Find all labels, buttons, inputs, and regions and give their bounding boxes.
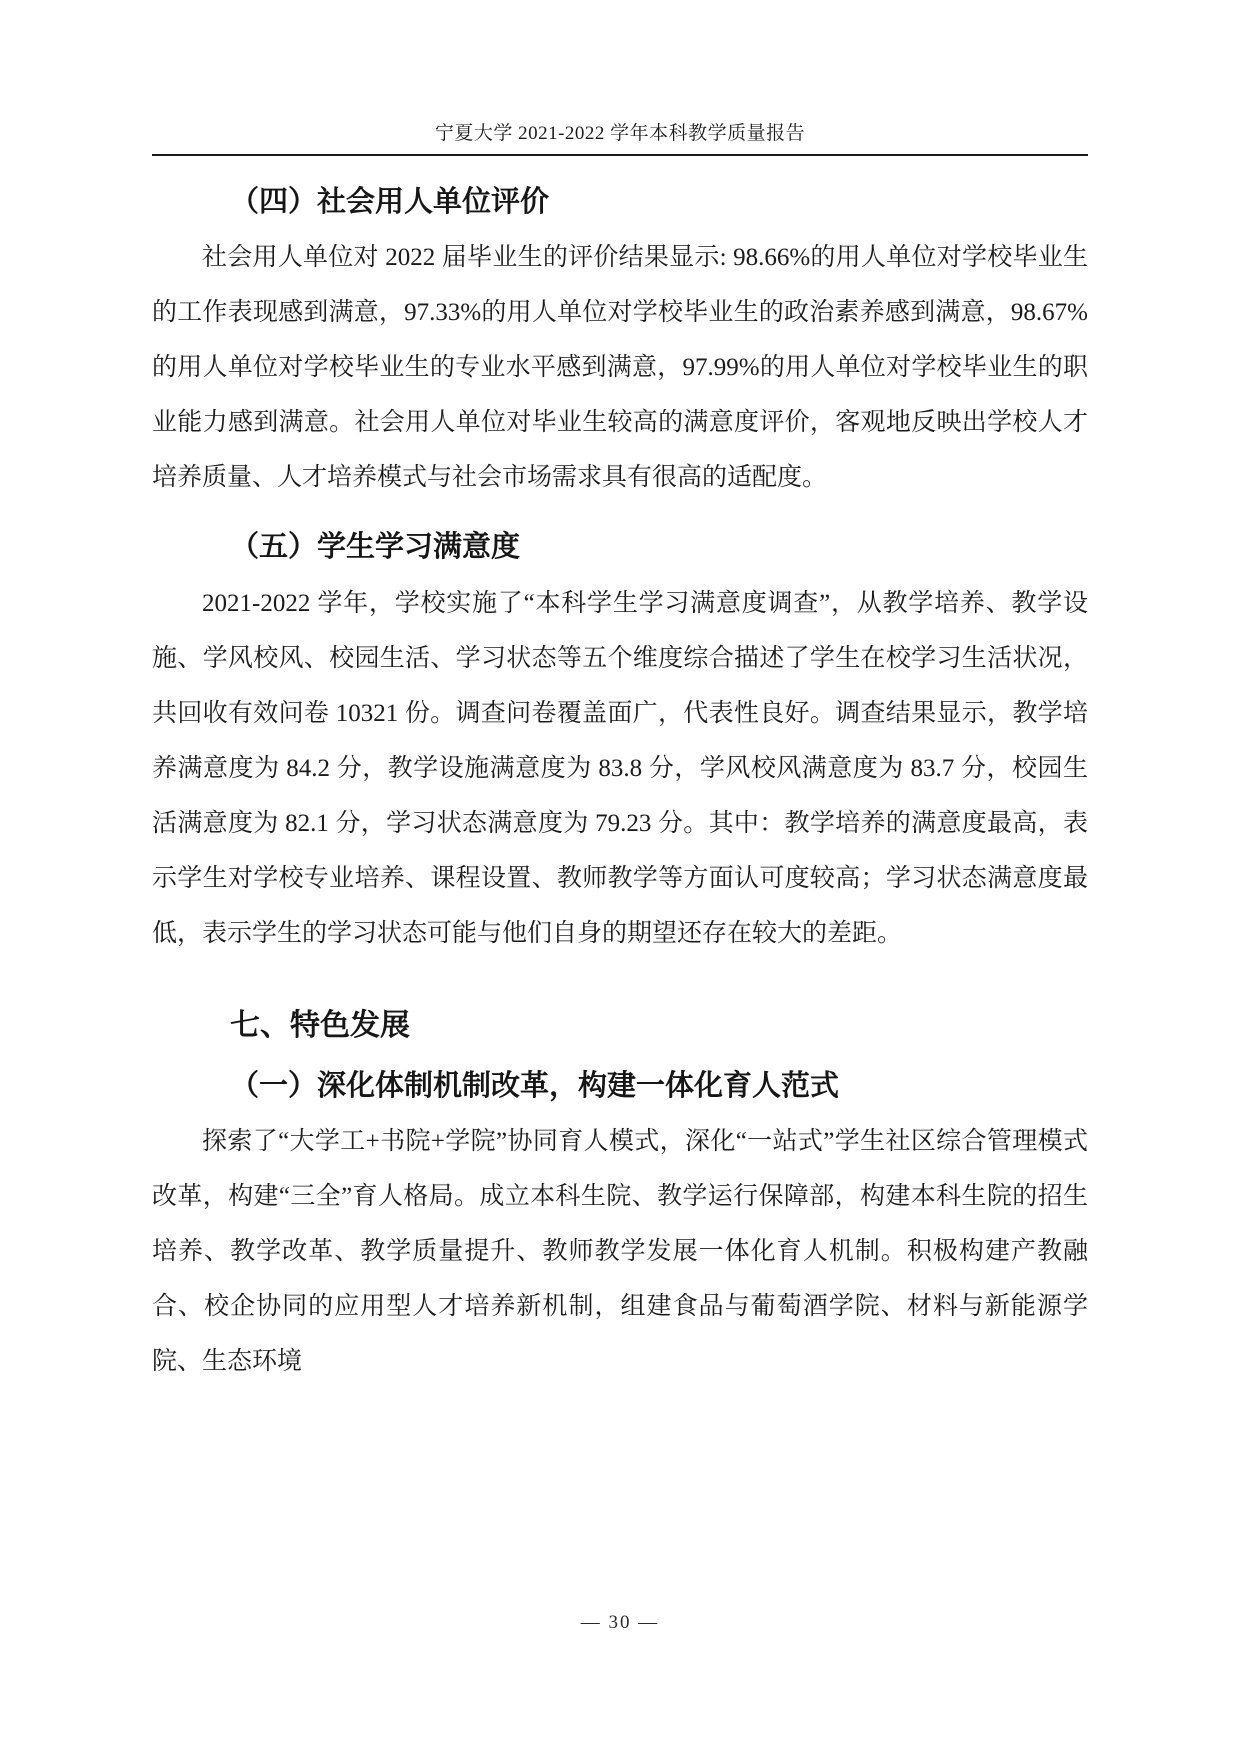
page-number: — 30 —	[580, 1612, 660, 1633]
running-header-text: 宁夏大学 2021-2022 学年本科教学质量报告	[434, 123, 806, 144]
page-footer	[0, 1612, 1240, 1634]
subsection-heading-system-reform: （一）深化体制机制改革，构建一体化育人范式	[230, 1070, 840, 1102]
subsection-heading-employer-evaluation: （四）社会用人单位评价	[230, 186, 550, 218]
paragraph-employer-evaluation: 社会用人单位对 2022 届毕业生的评价结果显示: 98.66%的用人单位对学校毕业生的工作表现感到满意，97.33%的用人单位对学校毕业生的政治素养感到满意，98.67%的用人单位对学校毕业生的专业水平感到满意，97.99%的用人单位对学校毕业生的职业能力感到满意。社会用人单位对毕业生较高的满意度评价，客观地反映出学校人才培养质量、人才培养模式与社会市场需求具有很高的适配度。	[152, 244, 1088, 492]
page-content	[152, 160, 1088, 1403]
running-header	[152, 118, 1088, 156]
subsection-heading-student-satisfaction: （五）学生学习满意度	[230, 531, 521, 564]
paragraph-system-reform: 探索了“大学工+书院+学院”协同育人模式，深化“一站式”学生社区综合管理模式改革，构建“三全”育人格局。成立本科生院、教学运行保障部，构建本科生院的招生培养、教学改革、教学质量提升、教师教学发展一体化育人机制。积极构建产教融合、校企协同的应用型人才培养新机制，组建食品与葡萄酒学院、材料与新能源学院、生态环境	[152, 1128, 1088, 1376]
paragraph-student-satisfaction: 2021-2022 学年，学校实施了“本科学生学习满意度调查”，从教学培养、教学设施、学风校风、校园生活、学习状态等五个维度综合描述了学生在校学习生活状况，共回收有效问卷 10321 份。调查问卷覆盖面广，代表性良好。调查结果显示，教学培养满意度为 84.2 分，教学设施满意度为 83.8 分，学风校风满意度为 83.7 分，校园生活满意度为 82.1 分，学习状态满意度为 79.23 分。其中：教学培养的满意度最高，表示学生对学校专业培养、课程设置、教师教学等方面认可度较高；学习状态满意度最低，表示学生的学习状态可能与他们自身的期望还存在较大的差距。	[152, 589, 1088, 947]
chapter-heading-special-development: 七、特色发展	[230, 1008, 410, 1042]
